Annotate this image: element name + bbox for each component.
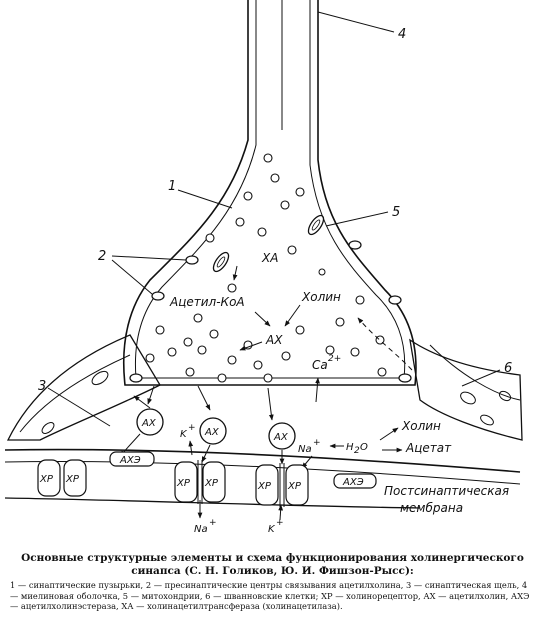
mitochondrion-2 [211,250,232,274]
label-xp6: ХР [288,481,301,492]
arrow-k-up [190,441,192,455]
callout-1: 1 [168,179,177,194]
synaptic-vesicle [236,218,244,226]
callout-5: 5 [392,205,401,220]
synaptic-vesicle [228,284,236,292]
synaptic-vesicle [356,296,364,304]
label-h2o-o: O [360,442,368,453]
synaptic-vesicle [244,192,252,200]
synaptic-vesicle [264,154,272,162]
synaptic-vesicle [206,234,214,242]
label-choline-right: Холин [402,419,441,433]
label-ax-center: АХ [205,427,219,438]
synaptic-vesicle [351,348,359,356]
small-circle [319,269,325,275]
label-k-bottom-sup: + [276,518,284,528]
label-xp1: ХР [40,474,53,485]
synaptic-vesicle [210,330,218,338]
synaptic-vesicle [336,318,344,326]
arrow-choline-right [380,428,398,440]
synaptic-vesicle [326,346,334,354]
synaptic-vesicle [186,368,194,376]
synaptic-vesicle [378,368,386,376]
label-na-right-sup: + [313,438,321,448]
callout-2: 2 [98,249,107,264]
label-na-bottom: Na [194,524,208,535]
arrow-release-2 [198,386,210,410]
label-ca-sup: 2+ [328,354,342,364]
label-na-right: Na [298,444,312,455]
synaptic-vesicle [296,188,304,196]
leader-6 [462,370,500,386]
label-ax-left: АХ [142,418,156,429]
arrow-choline-ax [285,305,300,326]
label-h2o-2: 2 [354,446,360,456]
callout-4: 4 [398,27,407,42]
synaptic-vesicle [228,356,236,364]
binding-center-1 [186,256,198,264]
leader-1 [178,190,232,208]
binding-center-2 [152,292,164,300]
synaptic-vesicle [146,354,154,362]
label-choline-top: Холин [302,290,341,304]
callout-6: 6 [504,361,513,376]
arrow-ax-left-right [134,396,150,408]
label-ax-mid: АХ [266,333,283,347]
schwann-nucleus-right-1 [459,390,478,407]
label-h2o-h: H [346,442,354,453]
arrow-ca-in [316,378,318,402]
synaptic-vesicle [264,374,272,382]
label-acetate: Ацетат [406,441,452,455]
binding-center-6 [399,374,411,382]
arrow-ax-center-down [202,445,210,462]
arrow-xa-down [234,266,237,280]
label-ax-right: АХ [274,432,288,443]
label-postsynaptic-2: мембрана [400,501,464,515]
schwann-nucleus-right-2 [479,413,495,427]
leader-2b [112,260,152,294]
synaptic-vesicle [194,314,202,322]
label-xp5: ХР [258,481,271,492]
synaptic-vesicle [198,346,206,354]
synaptic-vesicle [218,374,226,382]
schwann-cell-left-inner [20,355,130,432]
label-xa: ХА [262,251,279,265]
arrow-release-3 [268,388,272,420]
label-xp4: ХР [205,478,218,489]
binding-center-5 [130,374,142,382]
binding-center-4 [389,296,401,304]
leader-2a [112,256,186,260]
leader-3 [48,388,110,426]
synaptic-vesicle [184,338,192,346]
label-acetyl-coa: Ацетил-КоА [170,295,245,309]
label-na-bottom-sup: + [209,518,217,528]
label-xp3: ХР [177,478,190,489]
caption-legend: 1 — синаптические пузырьки, 2 — пресинаптические центры связывания ацетилхолина, 3 — синаптическая щель, 4 — миелиновая оболочка, 5 — митохондрии, 6 — шванновские клетки; ХР — холинорецептор, АХ — ацетилхолин, АХЭ — ацетилхолинэстераза, ХА — холинацетилтрансфераза (холинацетилаза). [10,580,530,611]
schwann-nucleus-left [90,369,110,388]
arrow-choline-reuptake [358,318,412,370]
label-axe-left: АХЭ [120,455,141,466]
synaptic-vesicle [271,174,279,182]
synaptic-vesicle [258,228,266,236]
label-k-left: K [180,429,187,440]
synaptic-vesicle [168,348,176,356]
label-postsynaptic-1: Постсинаптическая [384,484,510,498]
synaptic-vesicle [288,246,296,254]
leader-4 [318,12,394,32]
label-xp2: ХР [66,474,79,485]
label-k-left-sup: + [188,423,196,433]
leader-5 [326,212,388,226]
mitochondrion-1 [306,213,327,237]
synaptic-vesicle [254,361,262,369]
label-ca: Ca [312,358,328,372]
label-axe-right: АХЭ [343,477,364,488]
synaptic-vesicle [296,326,304,334]
label-k-bottom: K [268,524,275,535]
caption-title: Основные структурные элементы и схема функционирования холинергического синапса (С. Н. Голиков, Ю. И. Фишзон-Рысс): [21,552,524,577]
synaptic-vesicle [156,326,164,334]
callout-3: 3 [38,379,47,394]
synaptic-vesicle [281,201,289,209]
synaptic-vesicle [282,352,290,360]
binding-center-3 [349,241,361,249]
synaptic-vesicles [146,154,386,382]
arrow-acetyl-ax [255,312,270,326]
